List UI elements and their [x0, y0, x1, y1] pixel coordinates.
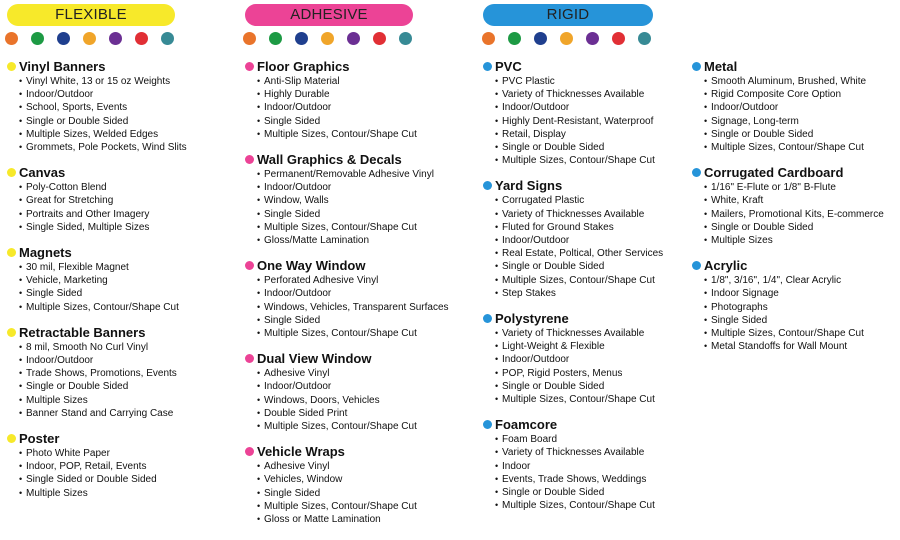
color-swatch-dot: [612, 32, 625, 45]
feature-item: • Multiple Sizes, Contour/Shape Cut: [495, 393, 663, 406]
feature-item: • Retail, Display: [495, 128, 663, 141]
feature-item: • Fluted for Ground Stakes: [495, 221, 663, 234]
feature-item: • Light-Weight & Flexible: [495, 340, 663, 353]
feature-item: • Multiple Sizes, Contour/Shape Cut: [257, 221, 449, 234]
feature-item: • Indoor/Outdoor: [495, 353, 663, 366]
column-adhesive: [245, 59, 449, 537]
product-category: [483, 59, 663, 167]
feature-item: • Indoor/Outdoor: [257, 181, 449, 194]
feature-item: • Signage, Long-term: [704, 115, 884, 128]
category-title: [7, 431, 187, 446]
category-title-text: Dual View Window: [257, 351, 372, 367]
feature-item: • Vehicles, Window: [257, 473, 449, 486]
product-category: [483, 311, 663, 406]
feature-item: • Variety of Thicknesses Available: [495, 208, 663, 221]
feature-list: [483, 433, 663, 512]
feature-item: • Indoor Signage: [704, 287, 884, 300]
feature-item: • Multiple Sizes: [704, 234, 884, 247]
product-category: [245, 258, 449, 340]
feature-item: • White, Kraft: [704, 194, 884, 207]
feature-list: [483, 327, 663, 406]
feature-list: [7, 261, 187, 314]
product-category: [245, 59, 449, 141]
feature-item: • Corrugated Plastic: [495, 194, 663, 207]
color-swatch-dot: [83, 32, 96, 45]
product-category: [7, 59, 187, 154]
feature-item: • Adhesive Vinyl: [257, 367, 449, 380]
category-bullet-icon: [7, 328, 16, 337]
color-swatch-dot: [5, 32, 18, 45]
feature-item: • Adhesive Vinyl: [257, 460, 449, 473]
color-swatch-dot: [109, 32, 122, 45]
feature-item: • Multiple Sizes, Contour/Shape Cut: [704, 141, 884, 154]
feature-item: • Single Sided: [257, 487, 449, 500]
feature-item: • Highly Durable: [257, 88, 449, 101]
feature-item: • Step Stakes: [495, 287, 663, 300]
feature-item: • Multiple Sizes, Contour/Shape Cut: [495, 274, 663, 287]
feature-list: [483, 75, 663, 167]
feature-item: • Perforated Adhesive Vinyl: [257, 274, 449, 287]
category-title: [245, 258, 449, 273]
color-swatch-dot: [31, 32, 44, 45]
category-title-text: Metal: [704, 59, 738, 74]
color-swatch-dot: [57, 32, 70, 45]
color-swatch-dot: [295, 32, 308, 45]
color-swatch-dot: [534, 32, 547, 45]
feature-item: • Grommets, Pole Pockets, Wind Slits: [19, 141, 187, 154]
color-swatch-dot: [243, 32, 256, 45]
header-rigid: [483, 4, 653, 26]
feature-item: • Variety of Thicknesses Available: [495, 88, 663, 101]
feature-item: • Single Sided: [257, 115, 449, 128]
column-rigid-2: [692, 59, 884, 364]
feature-item: • Single or Double Sided: [495, 486, 663, 499]
category-title-text: Poster: [19, 431, 60, 447]
color-swatch-dot: [638, 32, 651, 45]
category-title: [7, 59, 187, 74]
feature-item: • Gloss/Matte Lamination: [257, 234, 449, 247]
category-title-text: Canvas: [19, 165, 66, 181]
category-title-text: Vinyl Banners: [19, 59, 106, 74]
feature-item: • Multiple Sizes, Contour/Shape Cut: [704, 327, 884, 340]
category-title: [7, 325, 187, 340]
feature-list: [7, 181, 187, 234]
feature-item: • Single or Double Sided: [704, 128, 884, 141]
feature-list: [7, 341, 187, 420]
feature-list: [7, 447, 187, 500]
feature-item: • Rigid Composite Core Option: [704, 88, 884, 101]
feature-item: • Variety of Thicknesses Available: [495, 327, 663, 340]
color-swatch-dot: [161, 32, 174, 45]
category-title: [483, 311, 663, 326]
feature-item: • Foam Board: [495, 433, 663, 446]
color-swatch-dot: [135, 32, 148, 45]
feature-list: [245, 75, 449, 141]
color-swatch-dot: [269, 32, 282, 45]
feature-item: • Vehicle, Marketing: [19, 274, 187, 287]
category-title-text: Floor Graphics: [257, 59, 350, 74]
feature-item: • POP, Rigid Posters, Menus: [495, 367, 663, 380]
feature-item: • Multiple Sizes, Contour/Shape Cut: [495, 154, 663, 167]
feature-item: • Single Sided: [257, 208, 449, 221]
feature-item: • 1/8", 3/16", 1/4", Clear Acrylic: [704, 274, 884, 287]
feature-list: [483, 194, 663, 300]
feature-item: • Highly Dent-Resistant, Waterproof: [495, 115, 663, 128]
feature-list: [7, 75, 187, 154]
product-category: [7, 165, 187, 234]
feature-item: • Indoor/Outdoor: [257, 380, 449, 393]
feature-item: • 1/16" E-Flute or 1/8" B-Flute: [704, 181, 884, 194]
feature-item: • Smooth Aluminum, Brushed, White: [704, 75, 884, 88]
feature-item: • Photo White Paper: [19, 447, 187, 460]
product-category: [7, 325, 187, 420]
feature-item: • Single Sided: [704, 314, 884, 327]
feature-item: • Indoor/Outdoor: [495, 234, 663, 247]
feature-item: • Multiple Sizes, Welded Edges: [19, 128, 187, 141]
category-bullet-icon: [245, 155, 254, 164]
category-title: [483, 417, 663, 432]
category-title: [692, 258, 884, 273]
category-bullet-icon: [245, 354, 254, 363]
feature-list: [692, 181, 884, 247]
color-swatch-dot: [482, 32, 495, 45]
feature-list: [692, 274, 884, 353]
category-title-text: Foamcore: [495, 417, 558, 433]
category-title-text: PVC: [495, 59, 522, 74]
category-title: [245, 59, 449, 74]
color-swatch-dot: [508, 32, 521, 45]
feature-list: [245, 168, 449, 247]
feature-item: • Poly-Cotton Blend: [19, 181, 187, 194]
feature-item: • Events, Trade Shows, Weddings: [495, 473, 663, 486]
product-category: [7, 245, 187, 314]
feature-item: • Single or Double Sided: [495, 380, 663, 393]
feature-item: • Single Sided: [19, 287, 187, 300]
feature-item: • Single Sided, Multiple Sizes: [19, 221, 187, 234]
category-title: [245, 444, 449, 459]
color-swatch-dot: [560, 32, 573, 45]
category-bullet-icon: [483, 314, 492, 323]
feature-item: • Indoor/Outdoor: [704, 101, 884, 114]
feature-item: • Vinyl White, 13 or 15 oz Weights: [19, 75, 187, 88]
feature-item: • Multiple Sizes: [19, 487, 187, 500]
feature-list: [692, 75, 884, 154]
category-bullet-icon: [245, 62, 254, 71]
feature-item: • Banner Stand and Carrying Case: [19, 407, 187, 420]
feature-item: • Mailers, Promotional Kits, E-commerce: [704, 208, 884, 221]
feature-item: • Single or Double Sided: [495, 260, 663, 273]
feature-item: • Portraits and Other Imagery: [19, 208, 187, 221]
category-bullet-icon: [7, 62, 16, 71]
category-title-text: Acrylic: [704, 258, 748, 274]
color-swatch-dot: [347, 32, 360, 45]
feature-item: • Great for Stretching: [19, 194, 187, 207]
feature-item: • Indoor/Outdoor: [495, 101, 663, 114]
feature-item: • Gloss or Matte Lamination: [257, 513, 449, 526]
feature-item: • Single or Double Sided: [704, 221, 884, 234]
header-label: RIGID: [546, 6, 590, 23]
feature-item: • Windows, Doors, Vehicles: [257, 394, 449, 407]
feature-item: • Indoor/Outdoor: [19, 88, 187, 101]
feature-item: • Multiple Sizes, Contour/Shape Cut: [495, 499, 663, 512]
feature-item: • Single or Double Sided: [19, 115, 187, 128]
category-bullet-icon: [7, 248, 16, 257]
feature-item: • Single Sided: [257, 314, 449, 327]
color-swatch-dot: [373, 32, 386, 45]
category-title-text: Retractable Banners: [19, 324, 146, 340]
category-bullet-icon: [483, 181, 492, 190]
product-category: [692, 165, 884, 247]
feature-item: • Metal Standoffs for Wall Mount: [704, 340, 884, 353]
feature-item: • Multiple Sizes, Contour/Shape Cut: [257, 420, 449, 433]
feature-item: • Anti-Slip Material: [257, 75, 449, 88]
category-title: [245, 152, 449, 167]
feature-list: [245, 274, 449, 340]
feature-item: • Indoor/Outdoor: [257, 101, 449, 114]
category-title: [483, 59, 663, 74]
color-swatch-dot: [399, 32, 412, 45]
feature-list: [245, 367, 449, 433]
category-bullet-icon: [483, 420, 492, 429]
category-title-text: Vehicle Wraps: [257, 444, 345, 460]
header-flexible: [7, 4, 175, 26]
feature-item: • Indoor/Outdoor: [19, 354, 187, 367]
category-title-text: Corrugated Cardboard: [704, 165, 844, 181]
category-bullet-icon: [692, 62, 701, 71]
feature-item: • Windows, Vehicles, Transparent Surfaces: [257, 301, 449, 314]
category-title: [483, 178, 663, 193]
feature-item: • PVC Plastic: [495, 75, 663, 88]
feature-item: • Multiple Sizes, Contour/Shape Cut: [19, 301, 187, 314]
category-title: [7, 165, 187, 180]
feature-item: • Double Sided Print: [257, 407, 449, 420]
feature-item: • Single Sided or Double Sided: [19, 473, 187, 486]
feature-item: • Indoor, POP, Retail, Events: [19, 460, 187, 473]
header-label: FLEXIBLE: [55, 6, 127, 23]
category-title-text: Yard Signs: [495, 178, 563, 194]
feature-item: • Multiple Sizes, Contour/Shape Cut: [257, 327, 449, 340]
feature-item: • Multiple Sizes, Contour/Shape Cut: [257, 128, 449, 141]
feature-item: • Photographs: [704, 301, 884, 314]
product-category: [692, 59, 884, 154]
category-bullet-icon: [7, 168, 16, 177]
category-bullet-icon: [245, 447, 254, 456]
feature-list: [245, 460, 449, 526]
category-title: [692, 59, 884, 74]
product-category: [7, 431, 187, 500]
feature-item: • Single or Double Sided: [19, 380, 187, 393]
column-flexible: [7, 59, 187, 511]
product-category: [483, 417, 663, 512]
feature-item: • Trade Shows, Promotions, Events: [19, 367, 187, 380]
feature-item: • Real Estate, Poltical, Other Services: [495, 247, 663, 260]
column-rigid: [483, 59, 663, 523]
category-bullet-icon: [245, 261, 254, 270]
category-title: [692, 165, 884, 180]
product-category: [245, 351, 449, 433]
feature-item: • Window, Walls: [257, 194, 449, 207]
color-swatch-dot: [321, 32, 334, 45]
product-category: [245, 444, 449, 526]
feature-item: • School, Sports, Events: [19, 101, 187, 114]
feature-item: • Permanent/Removable Adhesive Vinyl: [257, 168, 449, 181]
category-title-text: Wall Graphics & Decals: [257, 152, 402, 168]
product-category: [692, 258, 884, 353]
feature-item: • Single or Double Sided: [495, 141, 663, 154]
category-title-text: Magnets: [19, 245, 72, 261]
feature-item: • Multiple Sizes, Contour/Shape Cut: [257, 500, 449, 513]
feature-item: • Multiple Sizes: [19, 394, 187, 407]
product-category: [245, 152, 449, 247]
category-title-text: One Way Window: [257, 258, 366, 274]
feature-item: • Indoor: [495, 460, 663, 473]
category-bullet-icon: [692, 168, 701, 177]
category-title-text: Polystyrene: [495, 311, 569, 327]
category-title: [245, 351, 449, 366]
category-bullet-icon: [7, 434, 16, 443]
feature-item: • 8 mil, Smooth No Curl Vinyl: [19, 341, 187, 354]
color-swatch-dot: [586, 32, 599, 45]
header-adhesive: [245, 4, 413, 26]
header-label: ADHESIVE: [290, 6, 368, 23]
category-bullet-icon: [483, 62, 492, 71]
feature-item: • Indoor/Outdoor: [257, 287, 449, 300]
category-title: [7, 245, 187, 260]
feature-item: • 30 mil, Flexible Magnet: [19, 261, 187, 274]
product-category: [483, 178, 663, 300]
feature-item: • Variety of Thicknesses Available: [495, 446, 663, 459]
category-bullet-icon: [692, 261, 701, 270]
